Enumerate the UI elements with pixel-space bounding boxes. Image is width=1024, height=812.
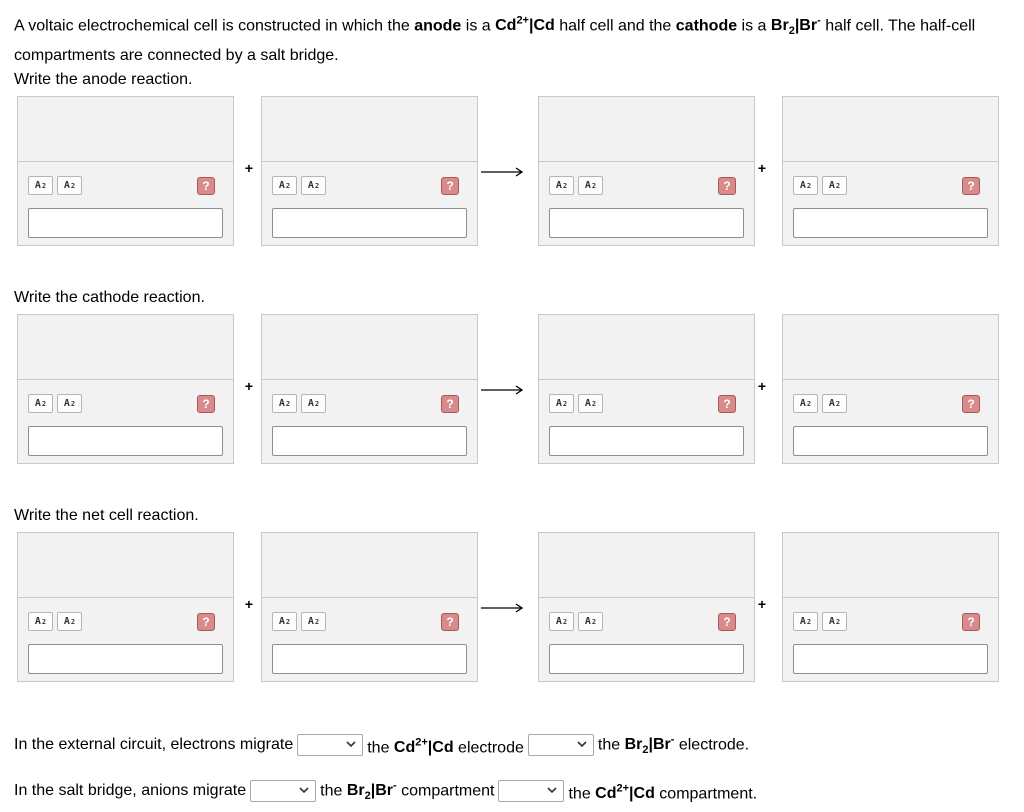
format-toolbar [272,394,326,413]
plus-sign: + [244,378,254,394]
species-preview [783,97,998,162]
species-input[interactable] [549,208,744,238]
problem-statement [14,9,1014,68]
electron-to-select[interactable] [528,734,594,756]
species-box-reactant-1 [17,96,234,246]
species-preview [783,533,998,598]
species-box-reactant-1 [17,532,234,682]
superscript-button[interactable]: A 2 [578,394,603,413]
subscript-button[interactable]: A 2 [28,394,53,413]
superscript-button[interactable]: A 2 [301,612,326,631]
br-compartment-text: the $Br_2|Br^-$ compartment [320,780,495,803]
question-text: In the external circuit, electrons migrate [14,736,294,754]
superscript-button[interactable]: A 2 [578,612,603,631]
anion-to-select[interactable] [498,780,564,802]
species-input[interactable] [549,644,744,674]
anode-word: anode [414,17,462,35]
format-toolbar [28,176,82,195]
cathode-half-cell: $Br_2|Br^-$ [770,15,821,38]
species-preview [539,97,754,162]
species-box-product-1 [538,532,755,682]
species-input[interactable] [272,644,467,674]
species-preview [262,97,477,162]
subscript-button[interactable]: A 2 [272,394,297,413]
chevron-down-icon [576,738,588,750]
anode-half-cell: $Cd^{2+}|Cd$ [495,15,555,35]
species-box-product-1 [538,96,755,246]
species-preview [262,315,477,380]
reaction-prompt: Write the anode reaction. [14,71,193,88]
intro-text: is a [737,17,771,35]
species-box-product-2 [782,532,999,682]
intro-text: half cell. The half-cell compartments are connected by a salt bridge. [14,17,976,64]
cd-compartment-text: the $Cd^{2+}|Cd$ compartment. [568,782,758,802]
help-icon[interactable]: ? [441,177,459,195]
species-preview [539,533,754,598]
format-toolbar [793,394,847,413]
superscript-button[interactable]: A 2 [301,176,326,195]
external-circuit-question [14,728,749,763]
subscript-button[interactable]: A 2 [793,612,818,631]
format-toolbar [549,394,603,413]
species-input[interactable] [272,426,467,456]
help-icon[interactable]: ? [718,613,736,631]
format-toolbar [793,612,847,631]
superscript-button[interactable]: A 2 [57,394,82,413]
superscript-button[interactable]: A 2 [822,394,847,413]
anion-from-select[interactable] [250,780,316,802]
superscript-button[interactable]: A 2 [578,176,603,195]
subscript-button[interactable]: A 2 [28,612,53,631]
species-input[interactable] [28,426,223,456]
help-icon[interactable]: ? [197,613,215,631]
species-preview [539,315,754,380]
subscript-button[interactable]: A 2 [793,176,818,195]
plus-sign: + [244,596,254,612]
help-icon[interactable]: ? [441,613,459,631]
format-toolbar [28,612,82,631]
superscript-button[interactable]: A 2 [301,394,326,413]
superscript-button[interactable]: A 2 [57,176,82,195]
plus-sign: + [757,596,767,612]
species-box-product-2 [782,96,999,246]
chevron-down-icon [546,784,558,796]
format-toolbar [793,176,847,195]
reaction-arrow-icon [480,384,524,396]
species-preview [18,533,233,598]
species-preview [262,533,477,598]
plus-sign: + [757,378,767,394]
plus-sign: + [244,160,254,176]
plus-sign: + [757,160,767,176]
intro-text: half cell and the [554,17,676,35]
help-icon[interactable]: ? [962,177,980,195]
species-box-product-2 [782,314,999,464]
species-preview [783,315,998,380]
reaction-arrow-icon [480,166,524,178]
reaction-prompt: Write the cathode reaction. [14,289,205,306]
species-input[interactable] [549,426,744,456]
cathode-word: cathode [675,17,738,35]
help-icon[interactable]: ? [197,177,215,195]
format-toolbar [549,176,603,195]
species-input[interactable] [28,644,223,674]
salt-bridge-question [14,774,757,809]
question-text: In the salt bridge, anions migrate [14,782,247,800]
reaction-arrow-icon [480,602,524,614]
help-icon[interactable]: ? [441,395,459,413]
species-box-reactant-2 [261,314,478,464]
species-box-reactant-2 [261,532,478,682]
help-icon[interactable]: ? [962,613,980,631]
format-toolbar [549,612,603,631]
reaction-prompt: Write the net cell reaction. [14,507,199,524]
format-toolbar [272,176,326,195]
subscript-button[interactable]: A 2 [28,176,53,195]
help-icon[interactable]: ? [718,395,736,413]
superscript-button[interactable]: A 2 [57,612,82,631]
species-box-product-1 [538,314,755,464]
species-input[interactable] [793,426,988,456]
species-input[interactable] [793,208,988,238]
species-input[interactable] [28,208,223,238]
intro-text: A voltaic electrochemical cell is constructed in which the [14,17,415,35]
format-toolbar [28,394,82,413]
superscript-button[interactable]: A 2 [822,612,847,631]
superscript-button[interactable]: A 2 [822,176,847,195]
species-box-reactant-1 [17,314,234,464]
help-icon[interactable]: ? [718,177,736,195]
species-input[interactable] [793,644,988,674]
help-icon[interactable]: ? [962,395,980,413]
species-preview [18,315,233,380]
subscript-button[interactable]: A 2 [272,176,297,195]
intro-text: is a [461,17,496,35]
species-input[interactable] [272,208,467,238]
subscript-button[interactable]: A 2 [549,612,574,631]
species-preview [18,97,233,162]
chevron-down-icon [298,784,310,796]
format-toolbar [272,612,326,631]
cd-electrode-text: the $Cd^{2+}|Cd$ electrode [367,736,524,756]
electron-from-select[interactable] [297,734,363,756]
subscript-button[interactable]: A 2 [549,394,574,413]
subscript-button[interactable]: A 2 [272,612,297,631]
br-electrode-text: the $Br_2|Br^-$ electrode. [597,734,750,757]
subscript-button[interactable]: A 2 [549,176,574,195]
chevron-down-icon [345,738,357,750]
subscript-button[interactable]: A 2 [793,394,818,413]
help-icon[interactable]: ? [197,395,215,413]
species-box-reactant-2 [261,96,478,246]
